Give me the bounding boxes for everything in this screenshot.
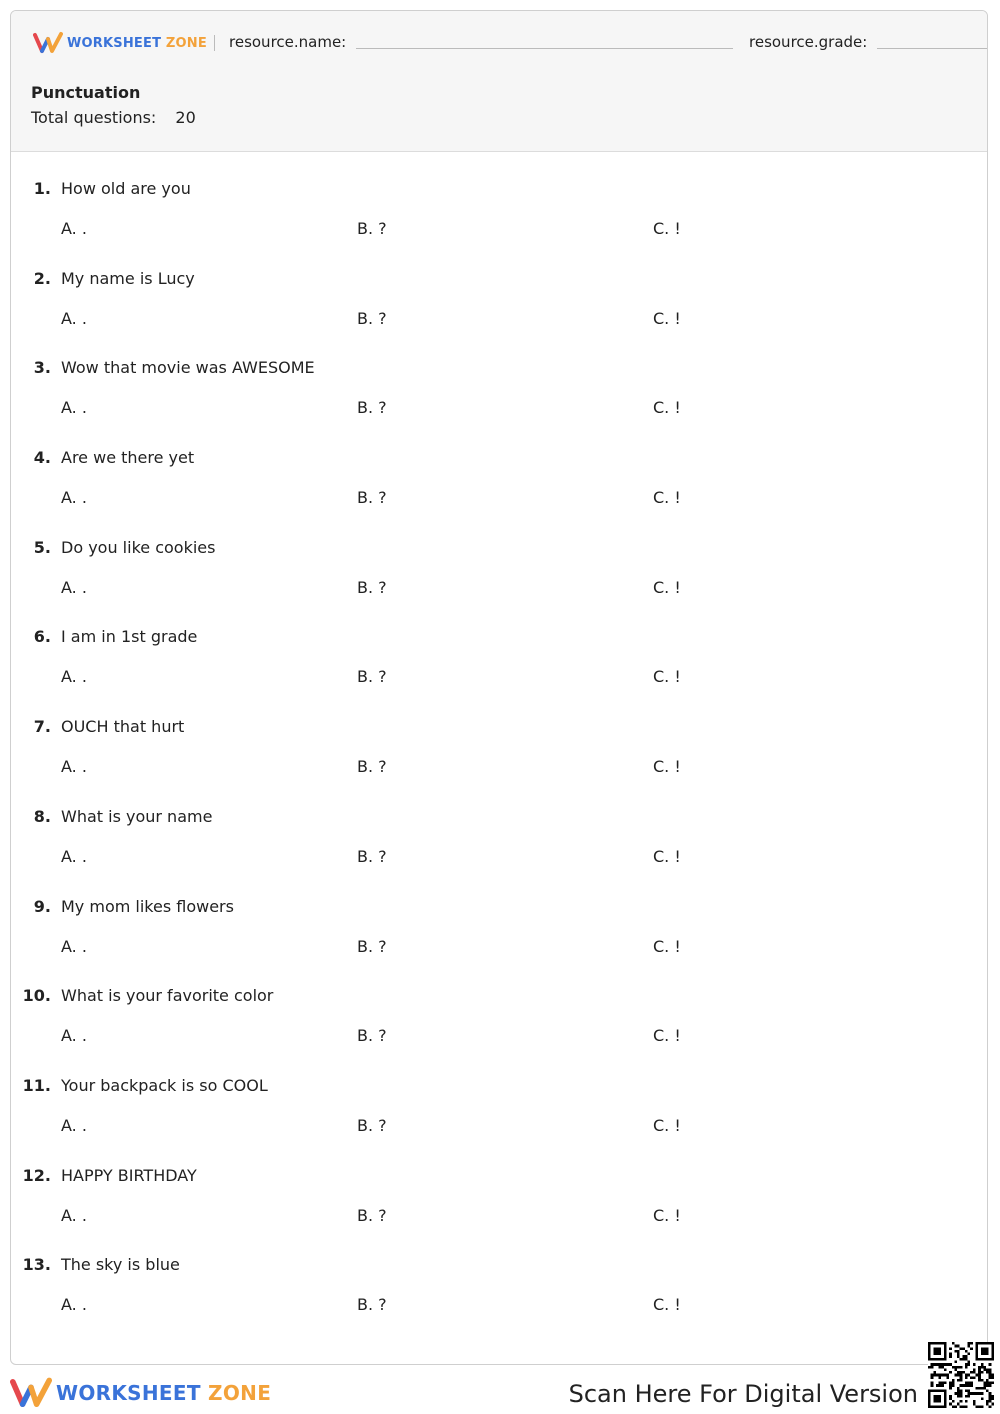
option-b[interactable]: B. ? — [357, 1026, 387, 1046]
option-b[interactable]: B. ? — [357, 577, 387, 597]
option-b[interactable]: B. ? — [357, 846, 387, 866]
question-item — [11, 619, 987, 709]
question-text: How old are you — [61, 179, 191, 198]
question-item — [11, 1158, 987, 1248]
option-b[interactable]: B. ? — [357, 488, 387, 508]
option-a[interactable]: A. . — [61, 846, 87, 866]
option-b[interactable]: B. ? — [357, 308, 387, 328]
question-item — [11, 440, 987, 530]
option-a[interactable]: A. . — [61, 577, 87, 597]
header-logo — [33, 31, 207, 55]
question-number: 13. — [22, 1255, 51, 1275]
question-number: 11. — [22, 1075, 51, 1095]
question-text: I am in 1st grade — [61, 627, 198, 647]
question-text: OUCH that hurt — [61, 717, 185, 737]
resource-name-label: resource.name: — [229, 33, 347, 51]
question-item — [11, 978, 987, 1068]
option-c[interactable]: C. ! — [653, 667, 681, 687]
option-c[interactable]: C. ! — [653, 936, 681, 956]
question-number: 2. — [33, 268, 51, 288]
question-text: Are we there yet — [61, 448, 195, 468]
question-text: Wow that movie was AWESOME — [61, 358, 315, 378]
question-text: The sky is blue — [61, 1255, 180, 1275]
question-number: 1. — [33, 179, 51, 198]
option-c[interactable]: C. ! — [653, 308, 681, 328]
question-number: 6. — [33, 627, 51, 647]
question-text: What is your favorite color — [61, 986, 274, 1006]
question-text: My mom likes flowers — [61, 896, 234, 916]
option-a[interactable]: A. . — [61, 757, 87, 777]
question-number: 3. — [33, 358, 51, 378]
question-number: 4. — [33, 448, 51, 468]
option-b[interactable]: B. ? — [357, 757, 387, 777]
question-number: 8. — [33, 806, 51, 826]
option-a[interactable]: A. . — [61, 1295, 87, 1315]
question-text: Your backpack is so COOL — [61, 1075, 268, 1095]
total-questions — [31, 108, 196, 127]
question-item — [11, 709, 987, 799]
resource-name-line — [356, 48, 733, 49]
sheet-header — [11, 11, 987, 152]
option-b[interactable]: B. ? — [357, 398, 387, 418]
option-c[interactable]: C. ! — [653, 577, 681, 597]
option-b[interactable]: B. ? — [357, 667, 387, 687]
option-a[interactable]: A. . — [61, 308, 87, 328]
header-separator — [214, 35, 215, 51]
question-item — [11, 889, 987, 979]
option-a[interactable]: A. . — [61, 1115, 87, 1135]
question-number: 5. — [33, 537, 51, 557]
option-b[interactable]: B. ? — [357, 1115, 387, 1135]
resource-grade-label: resource.grade: — [749, 33, 868, 51]
total-questions-value: 20 — [175, 108, 196, 127]
option-a[interactable]: A. . — [61, 1026, 87, 1046]
option-b[interactable]: B. ? — [357, 936, 387, 956]
footer-logo — [10, 1376, 271, 1410]
option-a[interactable]: A. . — [61, 219, 87, 238]
scan-text: Scan Here For Digital Version — [568, 1380, 918, 1408]
question-item — [11, 1068, 987, 1158]
option-a[interactable]: A. . — [61, 1205, 87, 1225]
option-c[interactable]: C. ! — [653, 219, 681, 238]
worksheet-zone-logo-icon — [33, 31, 63, 55]
option-c[interactable]: C. ! — [653, 757, 681, 777]
option-c[interactable]: C. ! — [653, 1026, 681, 1046]
option-a[interactable]: A. . — [61, 398, 87, 418]
option-b[interactable]: B. ? — [357, 219, 387, 238]
option-c[interactable]: C. ! — [653, 1205, 681, 1225]
question-number: 12. — [22, 1165, 51, 1185]
worksheet-sheet — [10, 10, 988, 1365]
worksheet-zone-logo-icon — [10, 1376, 52, 1410]
option-c[interactable]: C. ! — [653, 846, 681, 866]
question-number: 10. — [22, 986, 51, 1006]
worksheet-title: Punctuation — [31, 83, 141, 102]
question-text: What is your name — [61, 806, 213, 826]
question-item — [11, 1247, 987, 1337]
question-text: Do you like cookies — [61, 537, 216, 557]
question-text: My name is Lucy — [61, 268, 195, 288]
option-a[interactable]: A. . — [61, 667, 87, 687]
total-questions-label: Total questions: — [31, 108, 157, 127]
question-item — [11, 261, 987, 351]
question-number: 9. — [33, 896, 51, 916]
option-a[interactable]: A. . — [61, 936, 87, 956]
footer-brand: WORKSHEET ZONE — [56, 1381, 272, 1405]
question-text: HAPPY BIRTHDAY — [61, 1165, 197, 1185]
option-c[interactable]: C. ! — [653, 488, 681, 508]
question-list — [11, 171, 987, 1337]
header-brand: WORKSHEET ZONE — [67, 35, 207, 51]
option-c[interactable]: C. ! — [653, 1295, 681, 1315]
question-item — [11, 171, 987, 261]
option-a[interactable]: A. . — [61, 488, 87, 508]
option-b[interactable]: B. ? — [357, 1295, 387, 1315]
question-item — [11, 799, 987, 889]
option-b[interactable]: B. ? — [357, 1205, 387, 1225]
question-item — [11, 350, 987, 440]
question-number: 7. — [33, 717, 51, 737]
question-item — [11, 530, 987, 620]
option-c[interactable]: C. ! — [653, 398, 681, 418]
option-c[interactable]: C. ! — [653, 1115, 681, 1135]
resource-grade-line — [877, 48, 988, 49]
qr-code-icon[interactable] — [928, 1342, 994, 1408]
